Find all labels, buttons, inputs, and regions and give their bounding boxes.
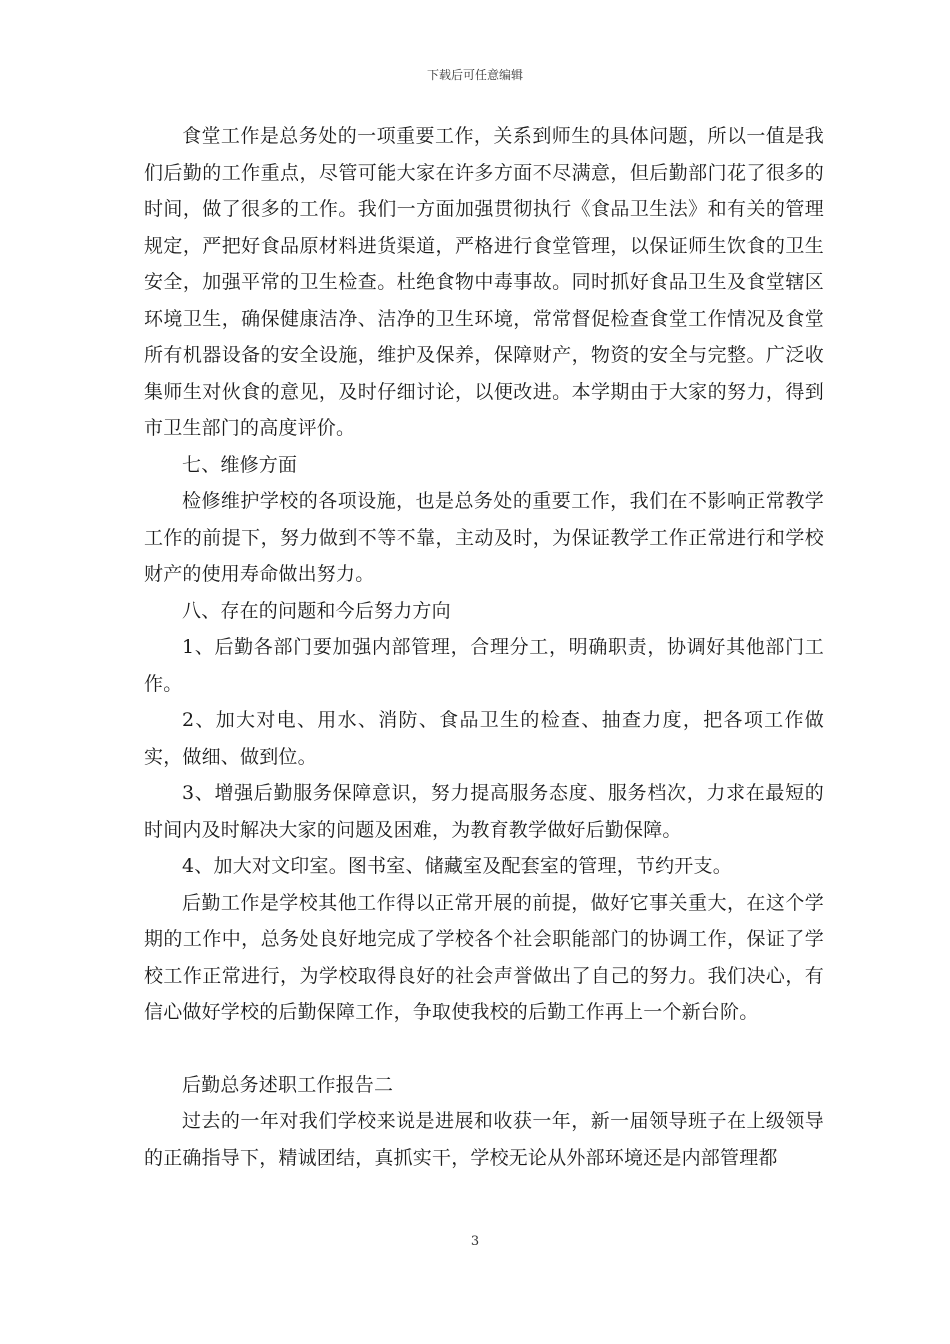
- list-item-1: 1、后勤各部门要加强内部管理，合理分工，明确职责，协调好其他部门工作。: [144, 636, 824, 695]
- heading-problems: 八、存在的问题和今后努力方向: [182, 599, 451, 622]
- section-title-report-two: 后勤总务述职工作报告二: [182, 1073, 394, 1096]
- paragraph-report-two-intro: 过去的一年对我们学校来说是进展和收获一年，新一届领导班子在上级领导的正确指导下，精诚团结，真抓实干，学校无论从外部环境还是内部管理都: [144, 1110, 824, 1169]
- page-header: 下载后可任意编辑: [426, 68, 523, 82]
- document-body: [144, 118, 824, 1176]
- page-number: 3: [470, 1234, 480, 1249]
- list-item-2: 2、加大对电、用水、消防、食品卫生的检查、抽查力度，把各项工作做实，做细、做到位。: [144, 709, 824, 768]
- section-gap: [144, 1031, 824, 1067]
- list-item-3: 3、增强后勤服务保障意识，努力提高服务态度、服务档次，力求在最短的时间内及时解决大家的问题及困难，为教育教学做好后勤保障。: [144, 782, 824, 841]
- paragraph-canteen: 食堂工作是总务处的一项重要工作，关系到师生的具体问题，所以一值是我们后勤的工作重点，尽管可能大家在许多方面不尽满意，但后勤部门花了很多的时间，做了很多的工作。我们一方面加强贯彻执行《食品卫生法》和有关的管理规定，严把好食品原材料进货渠道，严格进行食堂管理，以保证师生饮食的卫生安全，加强平常的卫生检查。杜绝食物中毒事故。同时抓好食品卫生及食堂辖区环境卫生，确保健康洁净、洁净的卫生环境，常常督促检查食堂工作情况及食堂所有机器设备的安全设施，维护及保养，保障财产，物资的安全与完整。广泛收集师生对伙食的意见，及时仔细讨论，以便改进。本学期由于大家的努力，得到市卫生部门的高度评价。: [144, 125, 824, 439]
- list-item-4: 4、加大对文印室。图书室、储藏室及配套室的管理，节约开支。: [182, 855, 732, 877]
- heading-maintenance: 七、维修方面: [182, 453, 298, 476]
- paragraph-maintenance: 检修维护学校的各项设施，也是总务处的重要工作，我们在不影响正常教学工作的前提下，努力做到不等不靠，主动及时，为保证教学工作正常进行和学校财产的使用寿命做出努力。: [144, 490, 824, 585]
- paragraph-conclusion: 后勤工作是学校其他工作得以正常开展的前提，做好它事关重大，在这个学期的工作中，总务处良好地完成了学校各个社会职能部门的协调工作，保证了学校工作正常进行，为学校取得良好的社会声誉做出了自己的努力。我们决心，有信心做好学校的后勤保障工作，争取使我校的后勤工作再上一个新台阶。: [144, 891, 824, 1023]
